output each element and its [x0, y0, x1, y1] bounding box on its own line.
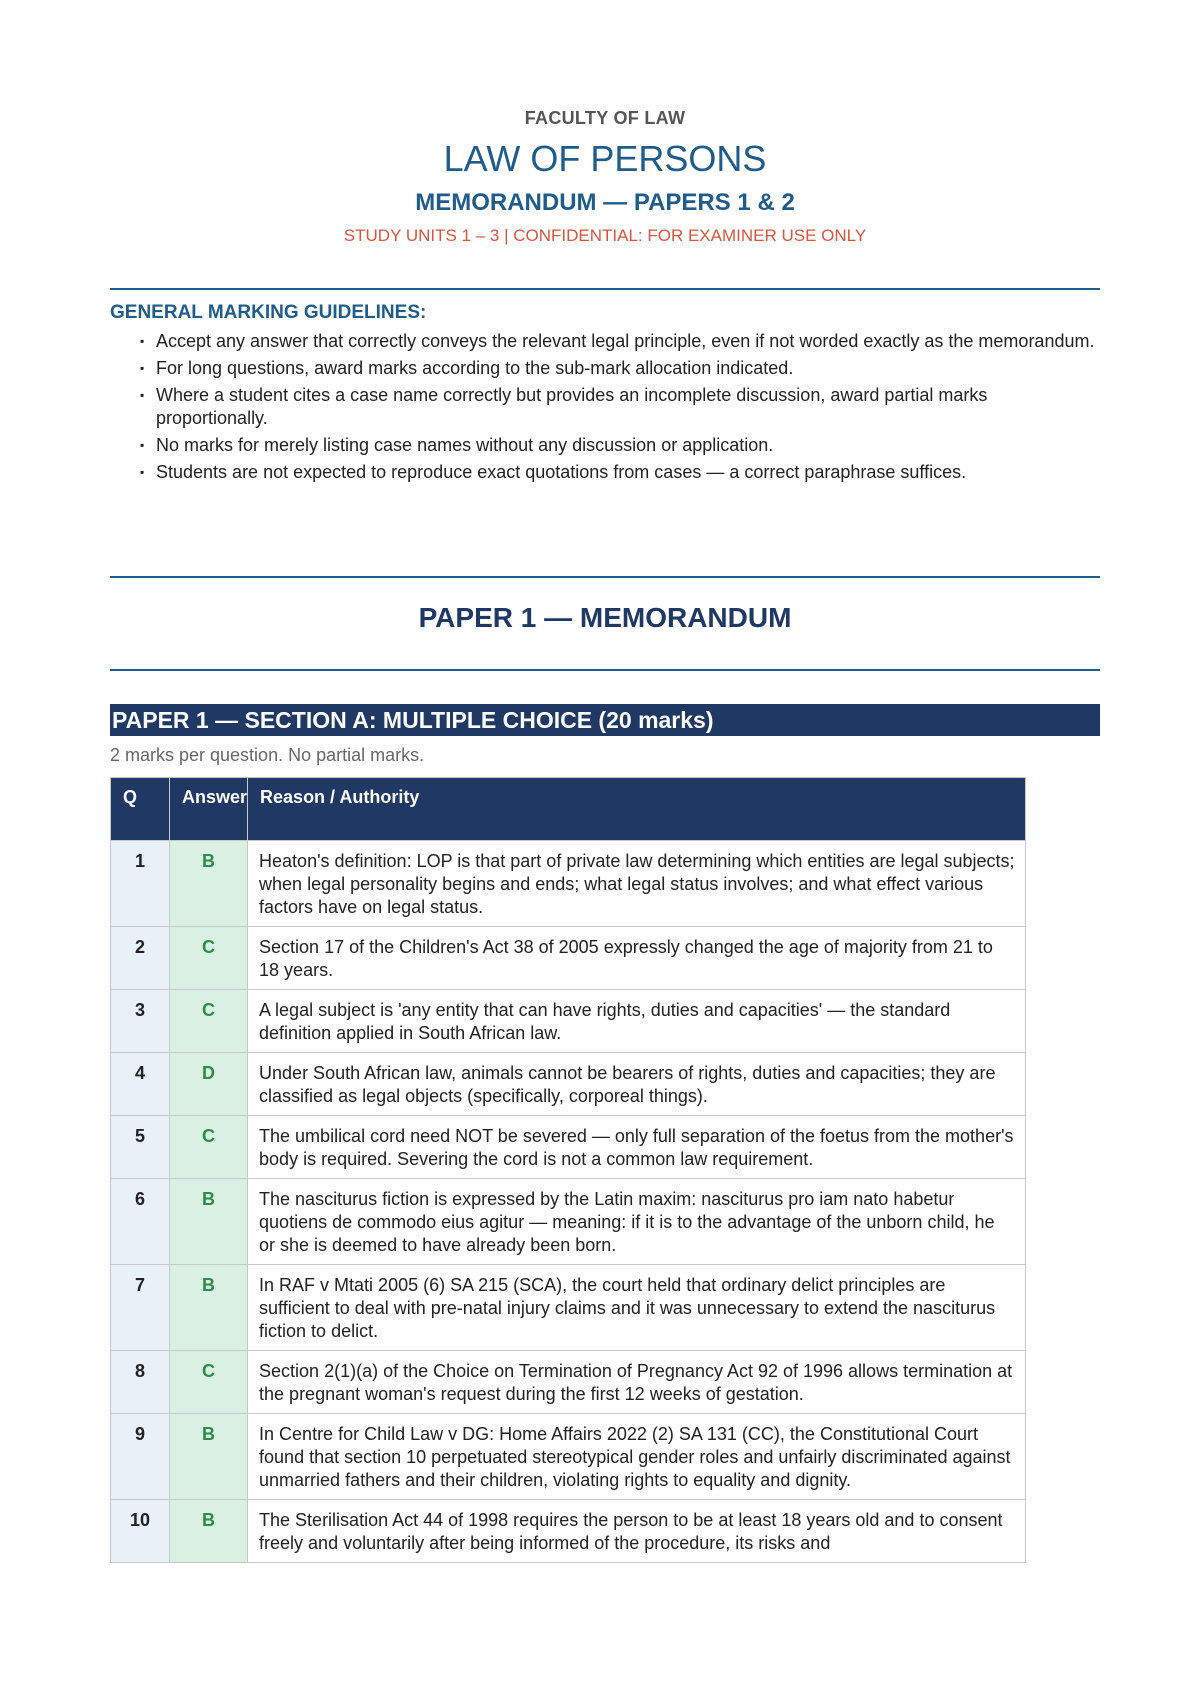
answer-letter: B — [170, 1414, 248, 1500]
question-number: 5 — [111, 1116, 170, 1179]
answer-reason: Under South African law, animals cannot be bearers of rights, duties and capacities; they are classified as legal objects (specifically, corporeal things). — [248, 1053, 1026, 1116]
section-note: 2 marks per question. No partial marks. — [110, 745, 425, 765]
answer-letter: C — [170, 990, 248, 1053]
question-number: 10 — [111, 1500, 170, 1563]
answer-letter: C — [170, 927, 248, 990]
table-row — [111, 1179, 1026, 1265]
guideline-item: ▪ Where a student cites a case name correctly but provides an incomplete discussion, award partial marks proportionally. — [156, 384, 1096, 430]
table-row — [111, 1351, 1026, 1414]
confidential-notice: STUDY UNITS 1 – 3 | CONFIDENTIAL: FOR EXAMINER USE ONLY — [343, 226, 867, 245]
question-number: 9 — [111, 1414, 170, 1500]
answer-letter: B — [170, 1179, 248, 1265]
table-row — [111, 1414, 1026, 1500]
divider — [110, 669, 1100, 671]
document-title: LAW OF PERSONS — [443, 138, 767, 179]
answer-reason: In RAF v Mtati 2005 (6) SA 215 (SCA), the court held that ordinary delict principles are sufficient to deal with pre-natal injury claims and it was unnecessary to extend the nasciturus fiction to delict. — [248, 1265, 1026, 1351]
answer-letter: B — [170, 1500, 248, 1563]
answer-letter: D — [170, 1053, 248, 1116]
table-row — [111, 927, 1026, 990]
document-subtitle: MEMORANDUM — PAPERS 1 & 2 — [415, 189, 795, 216]
guideline-item: ▪ No marks for merely listing case names without any discussion or application. — [156, 434, 1096, 457]
guideline-item: ▪ Students are not expected to reproduce exact quotations from cases — a correct paraphrase suffices. — [156, 461, 1096, 484]
divider — [110, 288, 1100, 290]
column-header-reason: Reason / Authority — [248, 778, 1026, 841]
question-number: 6 — [111, 1179, 170, 1265]
question-number: 7 — [111, 1265, 170, 1351]
answer-letter: C — [170, 1116, 248, 1179]
guideline-item: ▪ For long questions, award marks according to the sub-mark allocation indicated. — [156, 357, 1096, 380]
faculty-name: FACULTY OF LAW — [524, 108, 686, 128]
guidelines-list — [156, 330, 1096, 488]
guidelines-heading: GENERAL MARKING GUIDELINES: — [110, 302, 427, 323]
table-row — [111, 841, 1026, 927]
paper-heading: PAPER 1 — MEMORANDUM — [418, 602, 792, 633]
answer-letter: B — [170, 841, 248, 927]
section-title: PAPER 1 — SECTION A: MULTIPLE CHOICE (20 marks) — [112, 707, 714, 733]
table-row — [111, 1116, 1026, 1179]
divider — [110, 576, 1100, 578]
answer-reason: Heaton's definition: LOP is that part of private law determining which entities are legal subjects; when legal personality begins and ends; what legal status involves; and what effect various factors have on legal status. — [248, 841, 1026, 927]
question-number: 2 — [111, 927, 170, 990]
question-number: 3 — [111, 990, 170, 1053]
table-row — [111, 1500, 1026, 1563]
answer-letter: B — [170, 1265, 248, 1351]
table-row — [111, 990, 1026, 1053]
column-header-q: Q — [111, 778, 170, 841]
question-number: 4 — [111, 1053, 170, 1116]
table-row — [111, 1053, 1026, 1116]
answer-reason: The Sterilisation Act 44 of 1998 requires the person to be at least 18 years old and to consent freely and voluntarily after being informed of the procedure, its risks and — [248, 1500, 1026, 1563]
table-header-row — [111, 778, 1026, 841]
answer-reason: Section 17 of the Children's Act 38 of 2005 expressly changed the age of majority from 21 to 18 years. — [248, 927, 1026, 990]
section-title-bar — [110, 704, 1100, 736]
answer-reason: A legal subject is 'any entity that can have rights, duties and capacities' — the standard definition applied in South African law. — [248, 990, 1026, 1053]
answer-reason: The umbilical cord need NOT be severed — only full separation of the foetus from the mother's body is required. Severing the cord is not a common law requirement. — [248, 1116, 1026, 1179]
guideline-item: ▪ Accept any answer that correctly conveys the relevant legal principle, even if not worded exactly as the memorandum. — [156, 330, 1096, 353]
answer-table — [110, 777, 1026, 1563]
answer-letter: C — [170, 1351, 248, 1414]
table-row — [111, 1265, 1026, 1351]
answer-reason: Section 2(1)(a) of the Choice on Termination of Pregnancy Act 92 of 1996 allows termination at the pregnant woman's request during the first 12 weeks of gestation. — [248, 1351, 1026, 1414]
answer-reason: The nasciturus fiction is expressed by the Latin maxim: nasciturus pro iam nato habetur quotiens de commodo eius agitur — meaning: if it is to the advantage of the unborn child, he or she is deemed to have already been born. — [248, 1179, 1026, 1265]
question-number: 8 — [111, 1351, 170, 1414]
question-number: 1 — [111, 841, 170, 927]
answer-reason: In Centre for Child Law v DG: Home Affairs 2022 (2) SA 131 (CC), the Constitutional Court found that section 10 perpetuated stereotypical gender roles and unfairly discriminated against unmarried fathers and their children, violating rights to equality and dignity. — [248, 1414, 1026, 1500]
column-header-answer: Answer — [170, 778, 248, 841]
